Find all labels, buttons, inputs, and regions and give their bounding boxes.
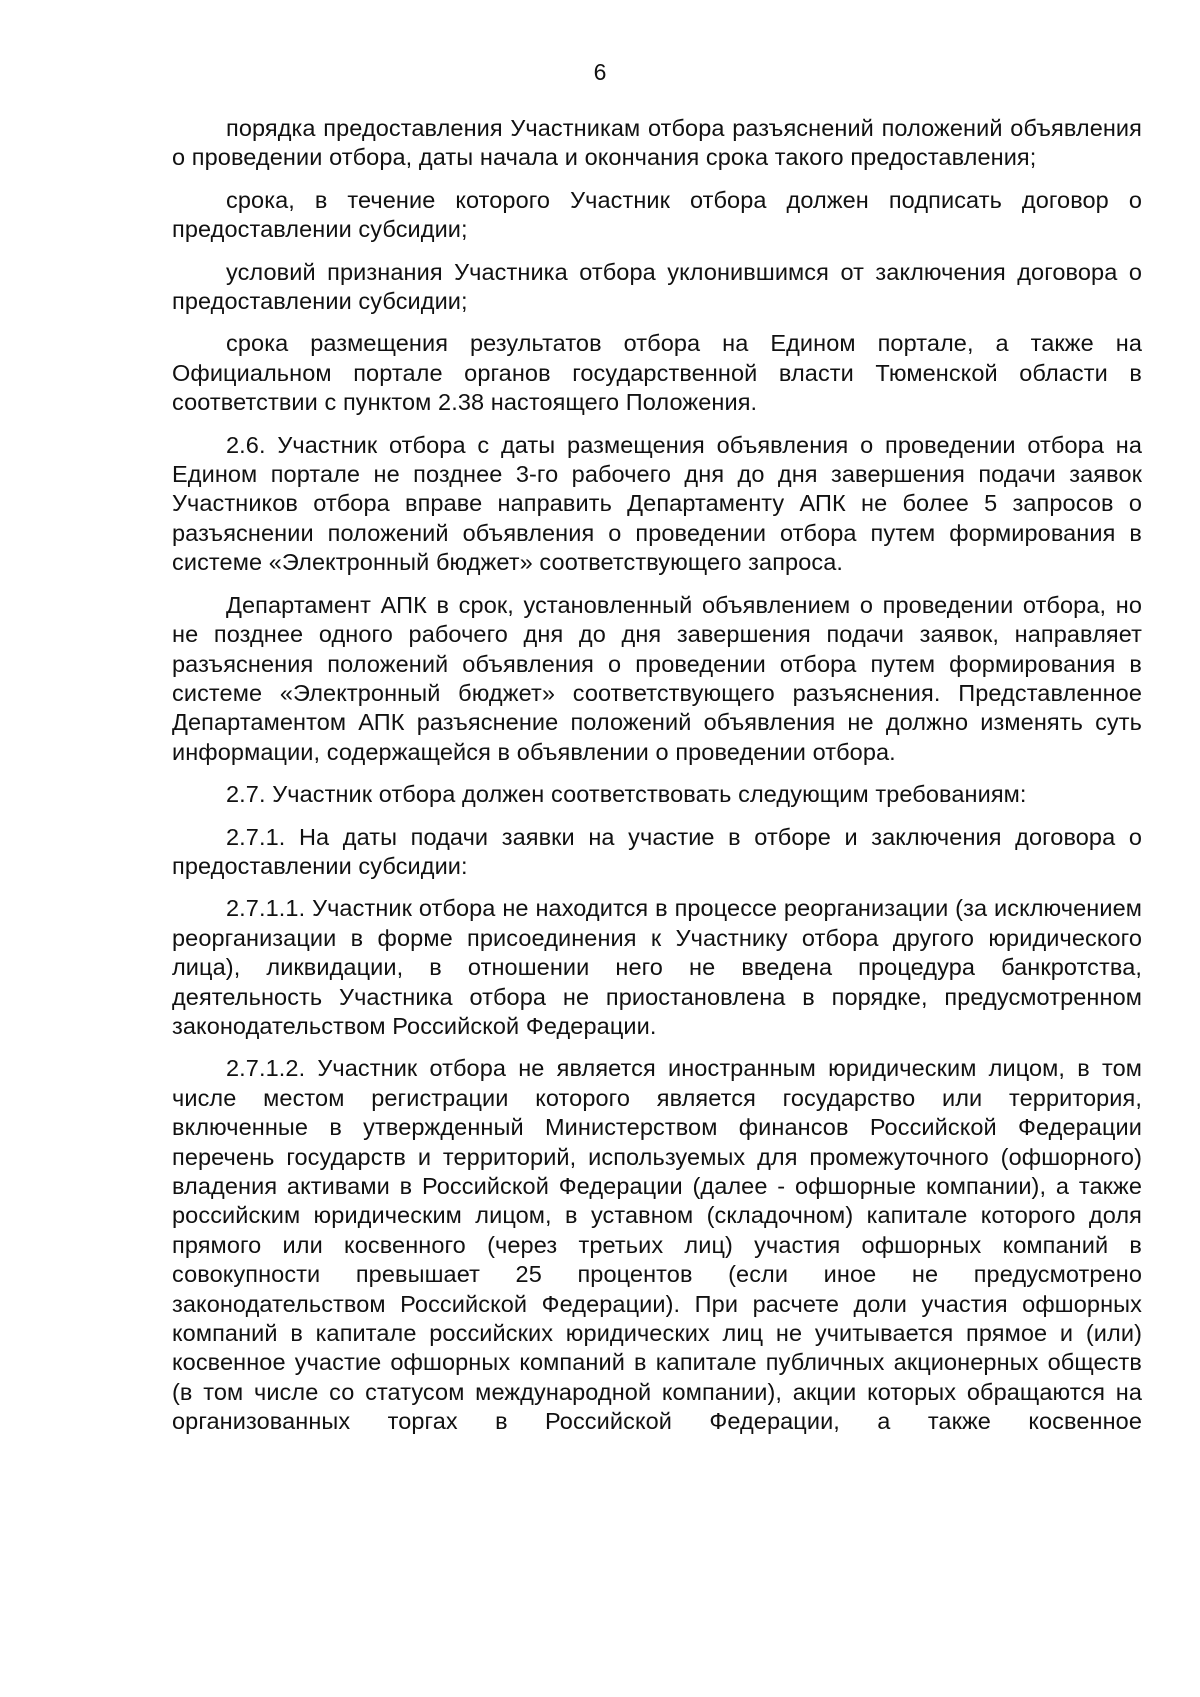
paragraph-2-6: 2.6. Участник отбора с даты размещения объявления о проведении отбора на Едином портале не позднее 3-го рабочего дня до дня завершения подачи заявок Участников отбора вправе направить Департаменту АПК не более 5 запросов о разъяснении положений объявления о проведении отбора путем формирования в системе «Электронный бюджет» соответствующего запроса.	[172, 431, 1142, 576]
paragraph-2-7-1-1: 2.7.1.1. Участник отбора не находится в процессе реорганизации (за исключением реорганизации в форме присоединения к Участнику отбора другого юридического лица), ликвидации, в отношении него не введена процедура банкротства, деятельность Участника отбора не приостановлена в порядке, предусмотренном законодательством Российской Федерации.	[172, 895, 1142, 1039]
paragraph-results-publication: срока размещения результатов отбора на Едином портале, а также на Официальном портале органов государственной власти Тюменской области в соответствии с пунктом 2.38 настоящего Положения.	[172, 330, 1142, 416]
paragraph-evasion-conditions: условий признания Участника отбора уклонившимся от заключения договора о предоставлении субсидии;	[172, 258, 1142, 315]
paragraph-department-response: Департамент АПК в срок, установленный объявлением о проведении отбора, но не позднее одного рабочего дня до дня завершения подачи заявок, направляет разъяснения положений объявления о проведении отбора путем формирования в системе «Электронный бюджет» соответствующего разъяснения. Представленное Департаментом АПК разъяснение положений объявления не должно изменять суть информации, содержащейся в объявлении о проведении отбора.	[172, 591, 1142, 765]
paragraph-2-7-1-2: 2.7.1.2. Участник отбора не является иностранным юридическим лицом, в том числе местом регистрации которого является государство или территория, включенные в утвержденный Министерством финансов Российской Федерации перечень государств и территорий, используемых для промежуточного (офшорного) владения активами в Российской Федерации (далее - офшорные компании), а также российским юридическим лицом, в уставном (складочном) капитале которого доля прямого или косвенного (через третьих лиц) участия офшорных компаний в совокупности превышает 25 процентов (если иное не предусмотрено законодательством Российской Федерации). При расчете доли участия офшорных компаний в капитале российских юридических лиц не учитывается прямое и (или) косвенное участие офшорных компаний в капитале публичных акционерных обществ (в том числе со статусом международной компании), акции которых обращаются на организованных торгах в Российской Федерации, а также косвенное	[172, 1055, 1142, 1435]
paragraph-clarification-procedure: порядка предоставления Участникам отбора разъяснений положений объявления о проведении отбора, даты начала и окончания срока такого предоставления;	[172, 115, 1142, 171]
document-body	[172, 114, 1142, 1437]
page-number: 6	[593, 59, 607, 85]
paragraph-2-7: 2.7. Участник отбора должен соответствовать следующим требованиям:	[226, 781, 1027, 808]
paragraph-2-7-1: 2.7.1. На даты подачи заявки на участие в отборе и заключения договора о предоставлении субсидии:	[172, 823, 1142, 879]
paragraph-contract-signing-deadline: срока, в течение которого Участник отбора должен подписать договор о предоставлении субсидии;	[172, 186, 1142, 243]
